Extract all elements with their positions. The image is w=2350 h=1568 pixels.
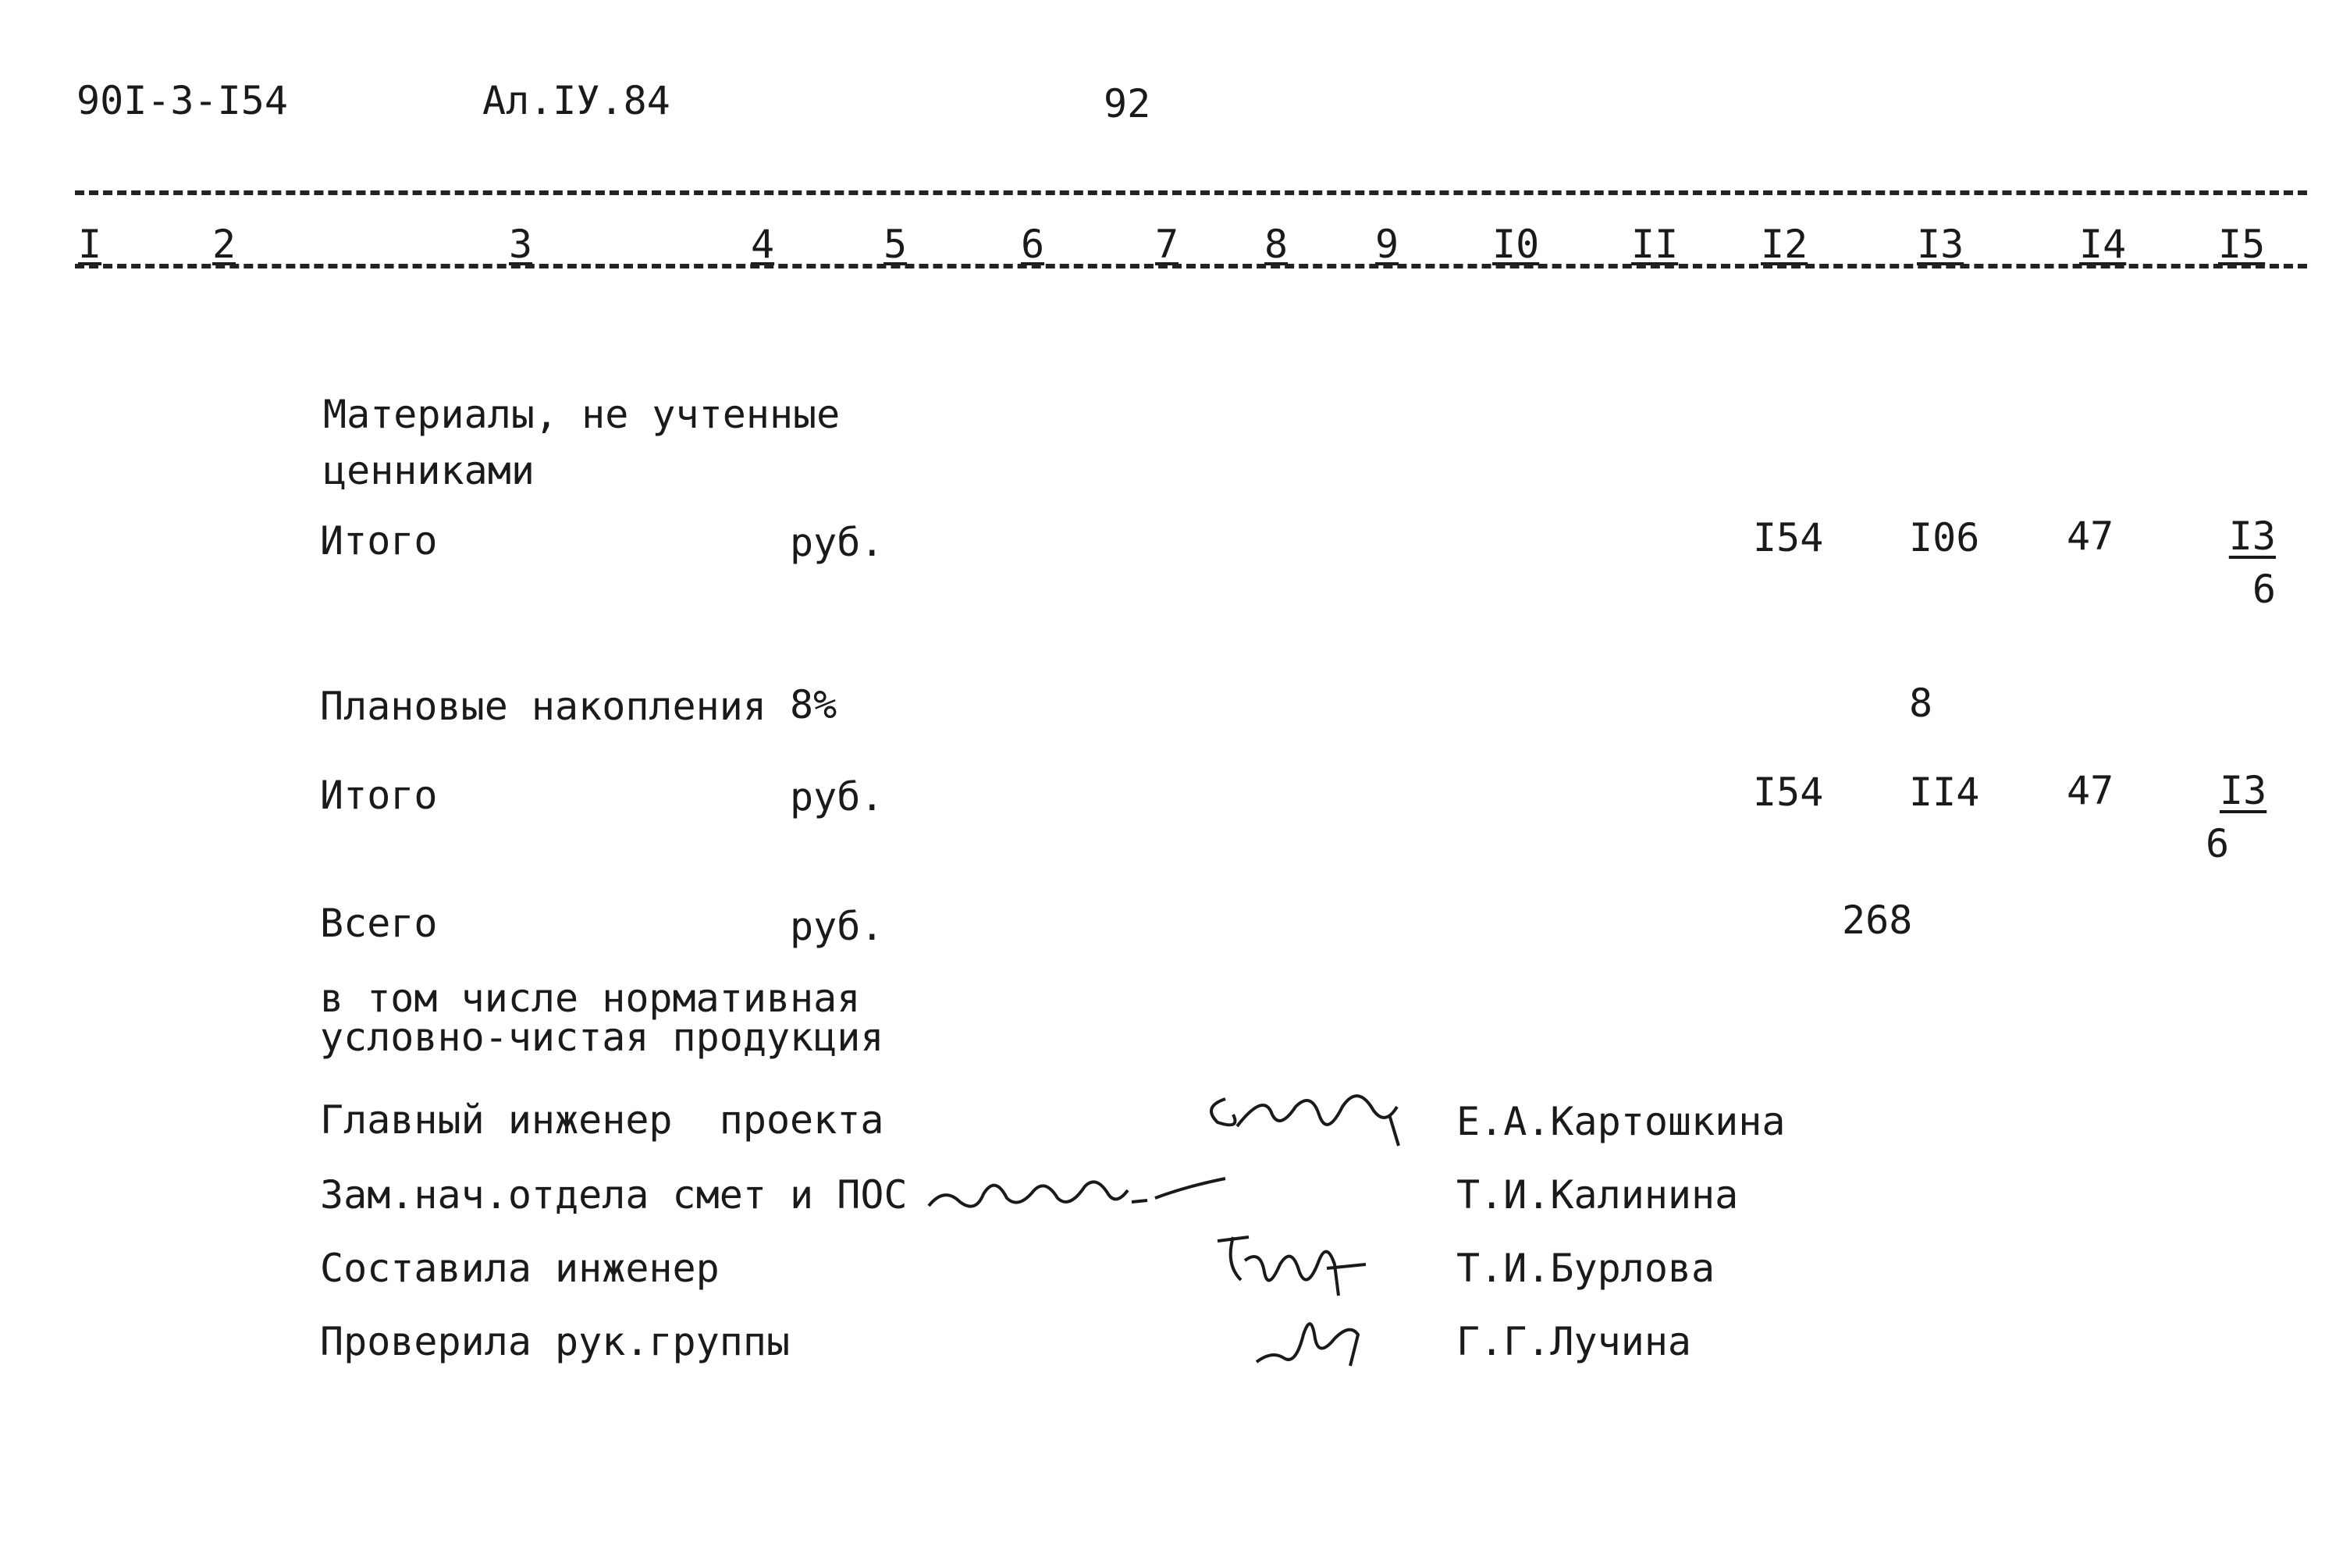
materials-label-line2: ценниками bbox=[323, 448, 535, 493]
column-number: II bbox=[1631, 222, 1679, 267]
column-number: I5 bbox=[2218, 222, 2266, 267]
signatory-role: Главный инженер проекта bbox=[320, 1097, 884, 1143]
col14-value: 47 bbox=[2067, 514, 2114, 559]
col14-value: 47 bbox=[2067, 768, 2114, 813]
col13-value: II4 bbox=[1909, 770, 1980, 815]
fraction-numerator: I3 bbox=[2228, 514, 2276, 559]
column-number: 4 bbox=[751, 222, 775, 267]
grand-total-value: 268 bbox=[1842, 898, 1913, 943]
handwritten-signature bbox=[1194, 1083, 1413, 1154]
row-label: Итого bbox=[320, 773, 438, 818]
column-number: 5 bbox=[883, 222, 908, 267]
including-line2: условно-чистая продукция bbox=[320, 1015, 884, 1060]
row-label: Всего bbox=[320, 901, 438, 946]
column-number: I3 bbox=[1917, 222, 1964, 267]
handwritten-signature bbox=[1249, 1303, 1374, 1374]
col12-value: I54 bbox=[1753, 515, 1824, 560]
signatory-name: Е.А.Картошкина bbox=[1456, 1099, 1786, 1144]
header-divider-bottom bbox=[75, 264, 2307, 268]
column-number: I2 bbox=[1761, 222, 1808, 267]
page-number: 92 bbox=[1104, 81, 1151, 126]
fraction-denominator: 6 bbox=[2206, 821, 2230, 866]
rate-value: 8% bbox=[790, 682, 837, 727]
column-number: I4 bbox=[2079, 222, 2127, 267]
col13-value: I06 bbox=[1909, 515, 1980, 560]
column-number: 2 bbox=[212, 222, 236, 267]
column-number: 7 bbox=[1155, 222, 1179, 267]
signatory-name: Т.И.Бурлова bbox=[1456, 1246, 1715, 1291]
row-unit: руб. bbox=[790, 774, 884, 820]
including-line1: в том числе нормативная bbox=[320, 976, 861, 1021]
column-number: 6 bbox=[1021, 222, 1045, 267]
signatory-role: Составила инженер bbox=[320, 1246, 720, 1291]
row-unit: руб. bbox=[790, 520, 884, 565]
col12-value: I54 bbox=[1753, 770, 1824, 815]
signatory-role: Зам.нач.отдела смет и ПОС bbox=[320, 1172, 908, 1218]
album-number: Ал.IУ.84 bbox=[482, 78, 670, 123]
materials-label-line1: Материалы, не учтенные bbox=[323, 392, 841, 437]
document-code: 90I-3-I54 bbox=[76, 78, 288, 123]
column-number: 8 bbox=[1264, 222, 1289, 267]
col13-value: 8 bbox=[1909, 681, 1933, 726]
fraction-denominator: 6 bbox=[2252, 567, 2276, 612]
header-divider-top bbox=[75, 190, 2307, 195]
col15-fraction bbox=[2206, 514, 2276, 612]
signatory-role: Проверила рук.группы bbox=[320, 1319, 791, 1364]
row-unit: руб. bbox=[790, 904, 884, 949]
column-number: I bbox=[78, 222, 102, 267]
column-number: I0 bbox=[1492, 222, 1540, 267]
row-label: Плановые накопления bbox=[320, 684, 766, 729]
fraction-numerator: I3 bbox=[2220, 768, 2267, 813]
signatory-name: Т.И.Калинина bbox=[1456, 1172, 1739, 1218]
handwritten-signature bbox=[921, 1163, 1233, 1225]
column-number: 3 bbox=[509, 222, 533, 267]
signatory-name: Г.Г.Лучина bbox=[1456, 1319, 1692, 1364]
column-number: 9 bbox=[1375, 222, 1399, 267]
col15-fraction bbox=[2206, 768, 2276, 866]
row-label: Итого bbox=[320, 518, 438, 564]
handwritten-signature bbox=[1202, 1225, 1374, 1303]
